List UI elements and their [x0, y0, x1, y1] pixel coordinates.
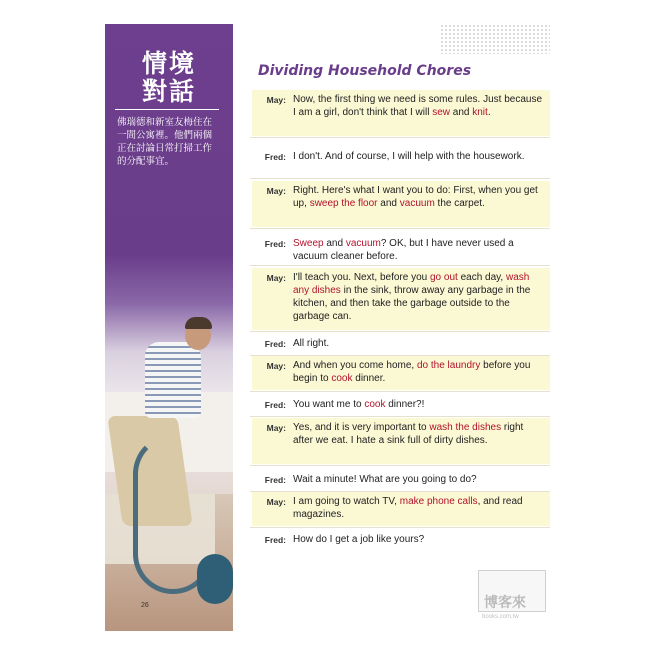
sidebar-heading: [105, 50, 233, 106]
dialogue-line: [252, 395, 550, 415]
heading-line-1: 情境: [141, 49, 196, 78]
dialogue-text: [293, 237, 543, 263]
dialogue-text: [293, 271, 543, 323]
row-divider: [250, 137, 550, 138]
speaker-label: Fred:: [264, 152, 286, 162]
speaker-label: May:: [266, 95, 286, 105]
vocab-highlight: do the laundry: [416, 360, 481, 371]
text-segment: I'll teach you. Next, before you: [293, 272, 430, 283]
heading-line-2: 對話: [141, 77, 196, 106]
speaker-label: Fred:: [264, 475, 286, 485]
speaker-label: Fred:: [264, 339, 286, 349]
vocab-highlight: cook: [331, 373, 353, 384]
text-segment: before you begin to: [293, 360, 531, 384]
text-segment: dinner?!: [385, 399, 425, 410]
sidebar-panel: [105, 24, 233, 631]
row-divider: [250, 391, 550, 392]
vacuum-cleaner: [197, 554, 233, 604]
row-divider: [250, 178, 550, 179]
speaker-label: Fred:: [264, 400, 286, 410]
row-divider: [250, 465, 550, 466]
dialogue-line: [252, 492, 550, 526]
row-divider: [250, 416, 550, 417]
dialogue-line: [252, 268, 550, 330]
text-segment: the carpet.: [434, 198, 485, 209]
speaker-label: May:: [266, 186, 286, 196]
text-segment: ? OK, but I have never used a vacuum cleaner before.: [293, 238, 514, 262]
intro-text: 佛瑞德和新室友梅住在一間公寓裡。他們兩個正在討論日常打掃工作的分配事宜。: [117, 117, 213, 167]
watermark-url: books.com.tw: [482, 614, 519, 620]
dot-pattern: [440, 24, 550, 54]
photo-person-shirt: [145, 342, 201, 418]
vocab-highlight: Sweep: [293, 238, 324, 249]
watermark-text: 博客來: [484, 595, 526, 611]
dialogue-line: [252, 147, 550, 177]
dialogue-line: [252, 181, 550, 227]
text-segment: Right. Here's what I want you to do: First, when you get up,: [293, 185, 538, 209]
speaker-label: Fred:: [264, 535, 286, 545]
text-segment: I don't. And of course, I will help with the housework.: [293, 151, 525, 162]
page-title: Dividing Household Chores: [258, 63, 472, 79]
dialogue-line: [252, 334, 550, 354]
text-segment: and: [377, 198, 400, 209]
page-number: 26: [141, 602, 149, 609]
dialogue-text: [293, 337, 543, 350]
vocab-highlight: wash any dishes: [293, 272, 530, 296]
watermark: [478, 570, 546, 624]
row-divider: [250, 228, 550, 229]
text-segment: and: [450, 107, 473, 118]
vocab-highlight: wash the dishes: [429, 422, 502, 433]
text-segment: Yes, and it is very important to: [293, 422, 430, 433]
dialogue-line: [252, 470, 550, 490]
speaker-label: May:: [266, 423, 286, 433]
text-segment: How do I get a job like yours?: [293, 534, 425, 545]
text-segment: I am going to watch TV,: [293, 496, 400, 507]
dialogue-text: [293, 473, 543, 486]
vocab-highlight: vacuum: [399, 198, 435, 209]
dialogue-line: [252, 356, 550, 390]
dialogue-text: [293, 421, 543, 447]
vocab-highlight: cook: [364, 399, 386, 410]
text-segment: right after we eat. I hate a sink full of dirty dishes.: [293, 422, 524, 446]
dialogue-line: [252, 530, 550, 550]
dialogue-text: [293, 398, 543, 411]
vocab-highlight: vacuum: [345, 238, 381, 249]
divider: [115, 109, 219, 110]
text-segment: Wait a minute! What are you going to do?: [293, 474, 477, 485]
vocab-highlight: make phone calls: [399, 496, 478, 507]
dialogue-text: [293, 93, 543, 119]
text-segment: .: [487, 107, 491, 118]
dialogue-text: [293, 533, 543, 546]
vocab-highlight: go out: [429, 272, 458, 283]
dialogue-text: [293, 150, 543, 163]
dialogue-text: [293, 359, 543, 385]
dialogue-text: [293, 184, 543, 210]
text-segment: in the sink, throw away any garbage in the kitchen, and then take the garbage outside to the garbage can.: [293, 285, 531, 322]
row-divider: [250, 527, 550, 528]
speaker-label: May:: [266, 273, 286, 283]
speaker-label: Fred:: [264, 239, 286, 249]
vocab-highlight: knit: [472, 107, 488, 118]
text-segment: , and read magazines.: [293, 496, 523, 520]
text-segment: each day,: [457, 272, 506, 283]
photo-person-hair: [185, 317, 212, 329]
text-segment: All right.: [293, 338, 330, 349]
row-divider: [250, 331, 550, 332]
text-segment: Now, the first thing we need is some rules. Just because I am a girl, don't think that I will: [293, 94, 543, 118]
speaker-label: May:: [266, 497, 286, 507]
text-segment: dinner.: [352, 373, 386, 384]
row-divider: [250, 265, 550, 266]
dialogue-line: [252, 418, 550, 464]
vocab-highlight: sweep the floor: [309, 198, 378, 209]
speaker-label: May:: [266, 361, 286, 371]
vocab-highlight: sew: [432, 107, 450, 118]
text-segment: And when you come home,: [293, 360, 417, 371]
dialogue-text: [293, 495, 543, 521]
text-segment: You want me to: [293, 399, 365, 410]
dialogue-line: [252, 234, 550, 264]
dialogue-line: [252, 90, 550, 136]
text-segment: and: [323, 238, 346, 249]
